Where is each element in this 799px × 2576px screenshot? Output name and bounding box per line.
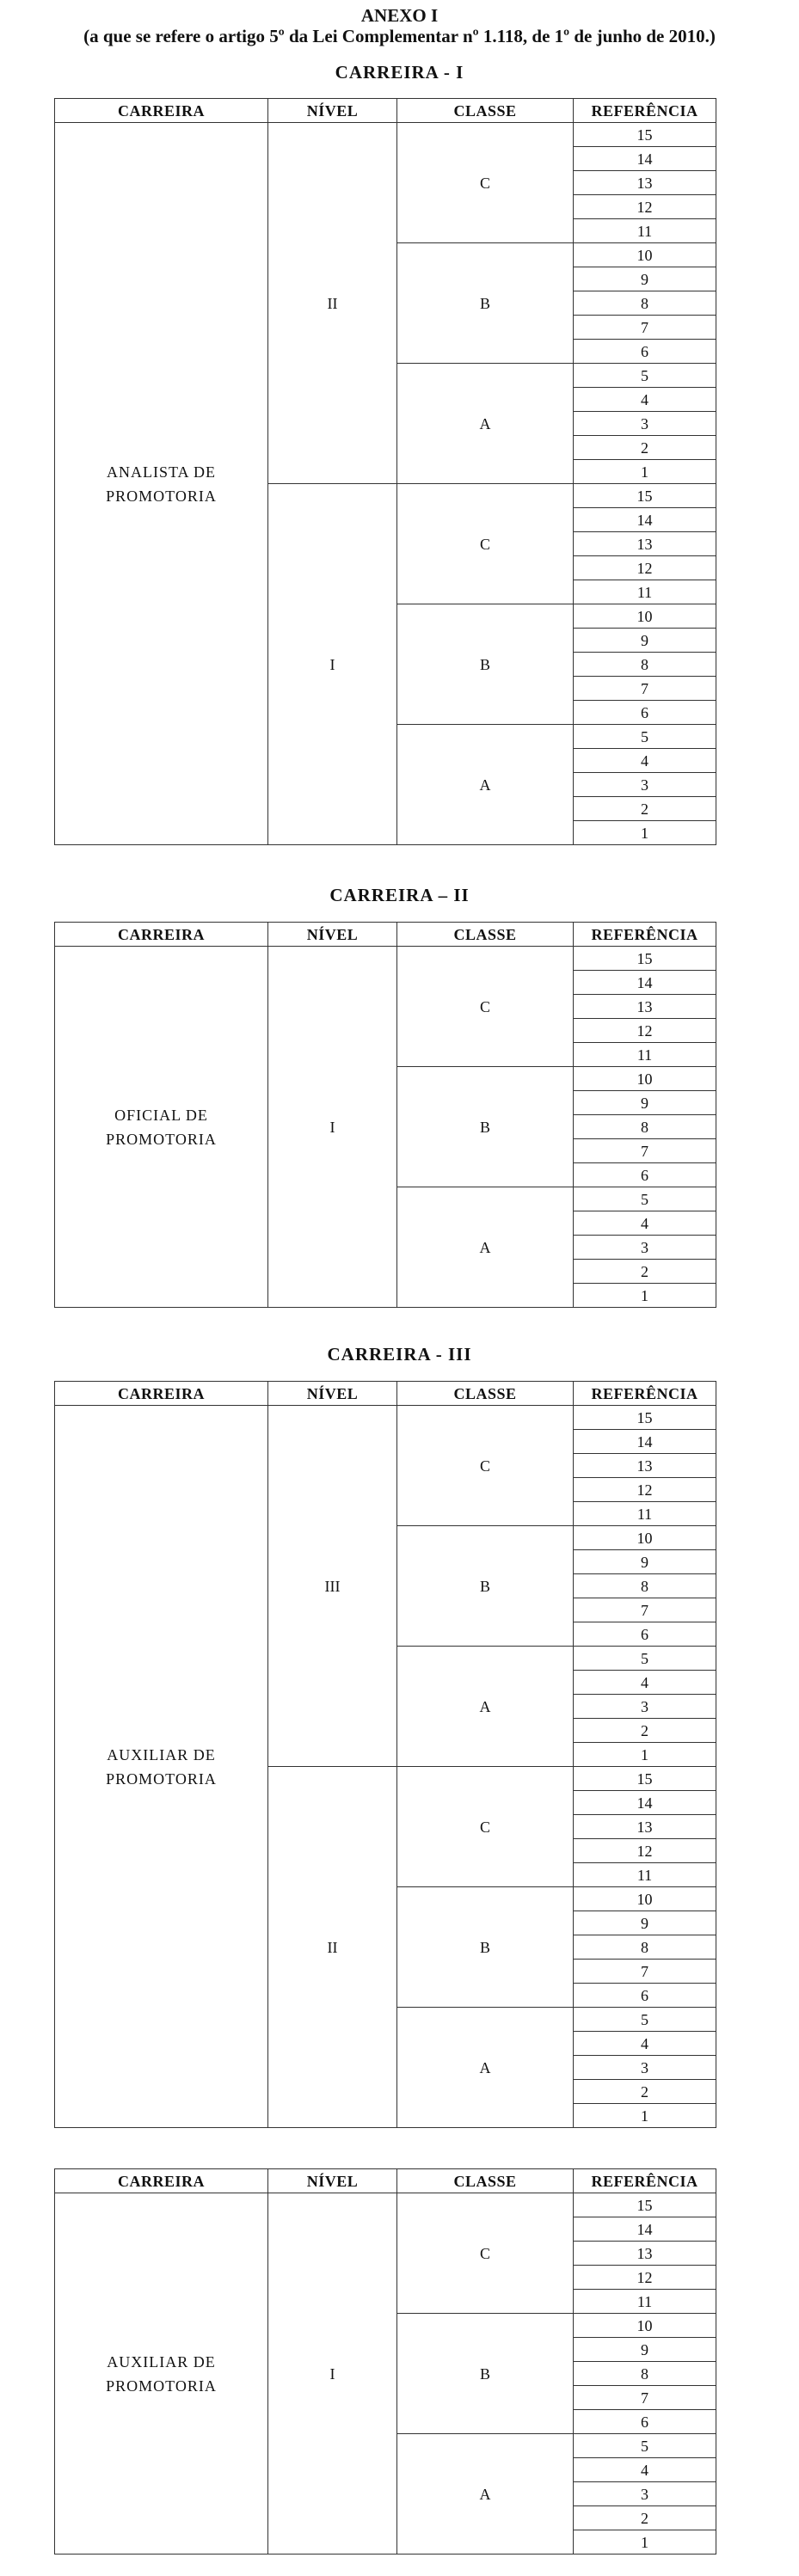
referencia-cell: 9	[574, 267, 716, 291]
referencia-cell: 7	[574, 677, 716, 701]
referencia-cell: 7	[574, 1960, 716, 1984]
table-row	[55, 123, 716, 147]
referencia-cell: 4	[574, 1671, 716, 1695]
referencia-cell: 3	[574, 412, 716, 436]
classe-cell: B	[397, 1526, 574, 1647]
classe-cell: B	[397, 243, 574, 364]
referencia-cell: 7	[574, 1139, 716, 1163]
referencia-cell: 10	[574, 604, 716, 629]
referencia-cell: 5	[574, 1187, 716, 1211]
classe-cell: A	[397, 1647, 574, 1767]
referencia-cell: 1	[574, 1743, 716, 1767]
referencia-cell: 8	[574, 2362, 716, 2386]
carreira-name: AUXILIAR DE	[107, 2352, 216, 2371]
referencia-cell: 13	[574, 2242, 716, 2266]
referencia-cell: 5	[574, 364, 716, 388]
classe-cell: C	[397, 1767, 574, 1887]
annex-title: ANEXO I	[360, 5, 439, 26]
referencia-cell: 15	[574, 484, 716, 508]
carreira-cell	[55, 2193, 268, 2555]
referencia-cell: 6	[574, 1984, 716, 2008]
referencia-cell: 9	[574, 1091, 716, 1115]
referencia-cell: 12	[574, 1839, 716, 1863]
referencia-cell: 3	[574, 1695, 716, 1719]
referencia-cell: 2	[574, 1260, 716, 1284]
referencia-cell: 4	[574, 1211, 716, 1236]
carreira-name: PROMOTORIA	[106, 2377, 217, 2395]
referencia-cell: 12	[574, 1478, 716, 1502]
referencia-cell: 11	[574, 1502, 716, 1526]
column-header: CARREIRA	[55, 2169, 268, 2193]
referencia-cell: 9	[574, 1550, 716, 1574]
column-header: CLASSE	[397, 923, 574, 947]
column-header: NÍVEL	[268, 99, 397, 123]
referencia-cell: 7	[574, 1598, 716, 1622]
referencia-cell: 11	[574, 580, 716, 604]
referencia-cell: 5	[574, 725, 716, 749]
referencia-cell: 8	[574, 1115, 716, 1139]
referencia-cell: 10	[574, 1067, 716, 1091]
classe-cell: A	[397, 1187, 574, 1308]
referencia-cell: 3	[574, 1236, 716, 1260]
column-header: CARREIRA	[55, 1382, 268, 1406]
section-title: CARREIRA - I	[335, 62, 464, 83]
classe-cell: B	[397, 2314, 574, 2434]
referencia-cell: 13	[574, 532, 716, 556]
table-row	[55, 947, 716, 971]
referencia-cell: 1	[574, 821, 716, 845]
referencia-cell: 14	[574, 971, 716, 995]
referencia-cell: 7	[574, 2386, 716, 2410]
nivel-cell: II	[268, 1767, 397, 2128]
table-row	[55, 2193, 716, 2217]
referencia-cell: 4	[574, 388, 716, 412]
career-table	[54, 2168, 716, 2555]
carreira-name: ANALISTA DE	[106, 463, 217, 481]
carreira-cell	[55, 123, 268, 845]
referencia-cell: 12	[574, 556, 716, 580]
referencia-cell: 1	[574, 1284, 716, 1308]
referencia-cell: 2	[574, 436, 716, 460]
referencia-cell: 14	[574, 2217, 716, 2242]
referencia-cell: 11	[574, 1043, 716, 1067]
carreira-name: PROMOTORIA	[106, 1769, 217, 1788]
referencia-cell: 15	[574, 123, 716, 147]
career-table	[54, 98, 716, 845]
annex-subtitle: (a que se refere o artigo 5º da Lei Complementar nº 1.118, de 1º de junho de 2010.)	[83, 26, 716, 46]
referencia-cell: 14	[574, 1791, 716, 1815]
classe-cell: A	[397, 2434, 574, 2555]
referencia-cell: 1	[574, 2530, 716, 2555]
nivel-cell: I	[268, 484, 397, 845]
referencia-cell: 13	[574, 171, 716, 195]
referencia-cell: 6	[574, 1622, 716, 1647]
referencia-cell: 8	[574, 291, 716, 316]
referencia-cell: 4	[574, 2032, 716, 2056]
referencia-cell: 14	[574, 147, 716, 171]
referencia-cell: 5	[574, 2008, 716, 2032]
referencia-cell: 8	[574, 1935, 716, 1960]
carreira-name: OFICIAL DE	[114, 1106, 208, 1124]
referencia-cell: 4	[574, 2458, 716, 2482]
column-header: NÍVEL	[268, 2169, 397, 2193]
referencia-cell: 13	[574, 1815, 716, 1839]
referencia-cell: 13	[574, 995, 716, 1019]
referencia-cell: 2	[574, 2506, 716, 2530]
classe-cell: A	[397, 725, 574, 845]
column-header: REFERÊNCIA	[574, 2169, 716, 2193]
referencia-cell: 12	[574, 1019, 716, 1043]
classe-cell: C	[397, 2193, 574, 2314]
referencia-cell: 13	[574, 1454, 716, 1478]
column-header: NÍVEL	[268, 923, 397, 947]
referencia-cell: 5	[574, 1647, 716, 1671]
carreira-cell	[55, 947, 268, 1308]
referencia-cell: 3	[574, 2482, 716, 2506]
referencia-cell: 1	[574, 2104, 716, 2128]
referencia-cell: 9	[574, 1911, 716, 1935]
referencia-cell: 11	[574, 1863, 716, 1887]
column-header: CLASSE	[397, 99, 574, 123]
referencia-cell: 6	[574, 1163, 716, 1187]
classe-cell: A	[397, 364, 574, 484]
column-header: REFERÊNCIA	[574, 1382, 716, 1406]
referencia-cell: 6	[574, 340, 716, 364]
referencia-cell: 15	[574, 1406, 716, 1430]
referencia-cell: 2	[574, 2080, 716, 2104]
referencia-cell: 10	[574, 243, 716, 267]
carreira-name: AUXILIAR DE	[107, 1745, 216, 1763]
referencia-cell: 8	[574, 1574, 716, 1598]
referencia-cell: 2	[574, 1719, 716, 1743]
referencia-cell: 12	[574, 195, 716, 219]
table-row	[55, 1406, 716, 1430]
referencia-cell: 10	[574, 1526, 716, 1550]
referencia-cell: 5	[574, 2434, 716, 2458]
referencia-cell: 15	[574, 947, 716, 971]
classe-cell: B	[397, 604, 574, 725]
referencia-cell: 12	[574, 2266, 716, 2290]
classe-cell: C	[397, 947, 574, 1067]
referencia-cell: 9	[574, 629, 716, 653]
carreira-name: PROMOTORIA	[106, 1130, 217, 1148]
referencia-cell: 9	[574, 2338, 716, 2362]
referencia-cell: 3	[574, 2056, 716, 2080]
referencia-cell: 6	[574, 701, 716, 725]
column-header: REFERÊNCIA	[574, 99, 716, 123]
classe-cell: C	[397, 484, 574, 604]
referencia-cell: 4	[574, 749, 716, 773]
column-header: CLASSE	[397, 2169, 574, 2193]
referencia-cell: 11	[574, 219, 716, 243]
classe-cell: B	[397, 1887, 574, 2008]
referencia-cell: 15	[574, 1767, 716, 1791]
referencia-cell: 10	[574, 2314, 716, 2338]
career-table	[54, 1381, 716, 2128]
section-title: CARREIRA – II	[329, 885, 470, 905]
nivel-cell: I	[268, 2193, 397, 2555]
referencia-cell: 2	[574, 797, 716, 821]
referencia-cell: 7	[574, 316, 716, 340]
referencia-cell: 14	[574, 1430, 716, 1454]
column-header: REFERÊNCIA	[574, 923, 716, 947]
nivel-cell: III	[268, 1406, 397, 1767]
referencia-cell: 6	[574, 2410, 716, 2434]
column-header: CARREIRA	[55, 99, 268, 123]
section-title: CARREIRA - III	[327, 1344, 472, 1365]
classe-cell: B	[397, 1067, 574, 1187]
referencia-cell: 3	[574, 773, 716, 797]
column-header: CARREIRA	[55, 923, 268, 947]
column-header: CLASSE	[397, 1382, 574, 1406]
nivel-cell: I	[268, 947, 397, 1308]
carreira-cell	[55, 1406, 268, 2128]
referencia-cell: 11	[574, 2290, 716, 2314]
referencia-cell: 8	[574, 653, 716, 677]
classe-cell: A	[397, 2008, 574, 2128]
referencia-cell: 10	[574, 1887, 716, 1911]
career-table	[54, 922, 716, 1308]
referencia-cell: 1	[574, 460, 716, 484]
classe-cell: C	[397, 1406, 574, 1526]
referencia-cell: 14	[574, 508, 716, 532]
referencia-cell: 15	[574, 2193, 716, 2217]
classe-cell: C	[397, 123, 574, 243]
carreira-name: PROMOTORIA	[106, 487, 217, 505]
column-header: NÍVEL	[268, 1382, 397, 1406]
nivel-cell: II	[268, 123, 397, 484]
